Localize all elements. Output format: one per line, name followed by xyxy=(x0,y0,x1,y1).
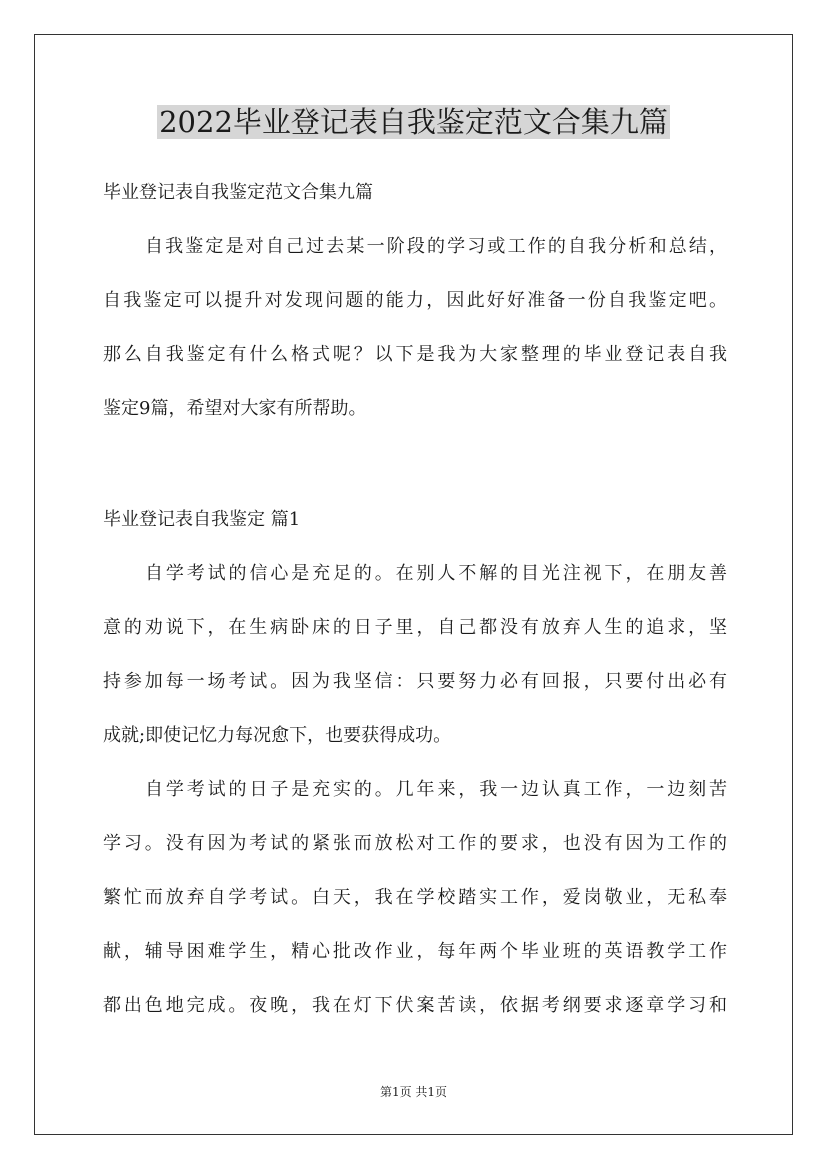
intro-line-4: 鉴定9篇，希望对大家有所帮助。 xyxy=(103,398,367,419)
paragraph2-line-2: 学习。没有因为考试的紧张而放松对工作的要求，也没有因为工作的 xyxy=(103,833,727,854)
subtitle: 毕业登记表自我鉴定范文合集九篇 xyxy=(103,182,373,203)
paragraph2-line-1: 自学考试的日子是充实的。几年来，我一边认真工作，一边刻苦 xyxy=(145,779,727,800)
paragraph2-line-3: 繁忙而放弃自学考试。白天，我在学校踏实工作，爱岗敬业，无私奉 xyxy=(103,887,727,908)
paragraph2-line-5: 都出色地完成。夜晚，我在灯下伏案苦读，依据考纲要求逐章学习和 xyxy=(103,995,727,1016)
paragraph1-line-3: 持参加每一场考试。因为我坚信：只要努力必有回报，只要付出必有 xyxy=(103,671,727,692)
paragraph1-line-2: 意的劝说下，在生病卧床的日子里，自己都没有放弃人生的追求，坚 xyxy=(103,617,727,638)
document-title: 2022毕业登记表自我鉴定范文合集九篇 xyxy=(159,105,668,139)
paragraph1-line-4: 成就;即使记忆力每况愈下，也要获得成功。 xyxy=(103,725,452,746)
intro-line-2: 自我鉴定可以提升对发现问题的能力，因此好好准备一份自我鉴定吧。 xyxy=(103,290,727,311)
paragraph1-line-1: 自学考试的信心是充足的。在别人不解的目光注视下，在朋友善 xyxy=(145,563,727,584)
intro-line-3: 那么自我鉴定有什么格式呢？以下是我为大家整理的毕业登记表自我 xyxy=(103,344,727,365)
section-heading: 毕业登记表自我鉴定 篇1 xyxy=(103,509,301,530)
intro-line-1: 自我鉴定是对自己过去某一阶段的学习或工作的自我分析和总结， xyxy=(145,236,727,257)
paragraph2-line-4: 献，辅导困难学生，精心批改作业，每年两个毕业班的英语教学工作 xyxy=(103,941,727,962)
page-footer: 第1页 共1页 xyxy=(379,1085,448,1099)
